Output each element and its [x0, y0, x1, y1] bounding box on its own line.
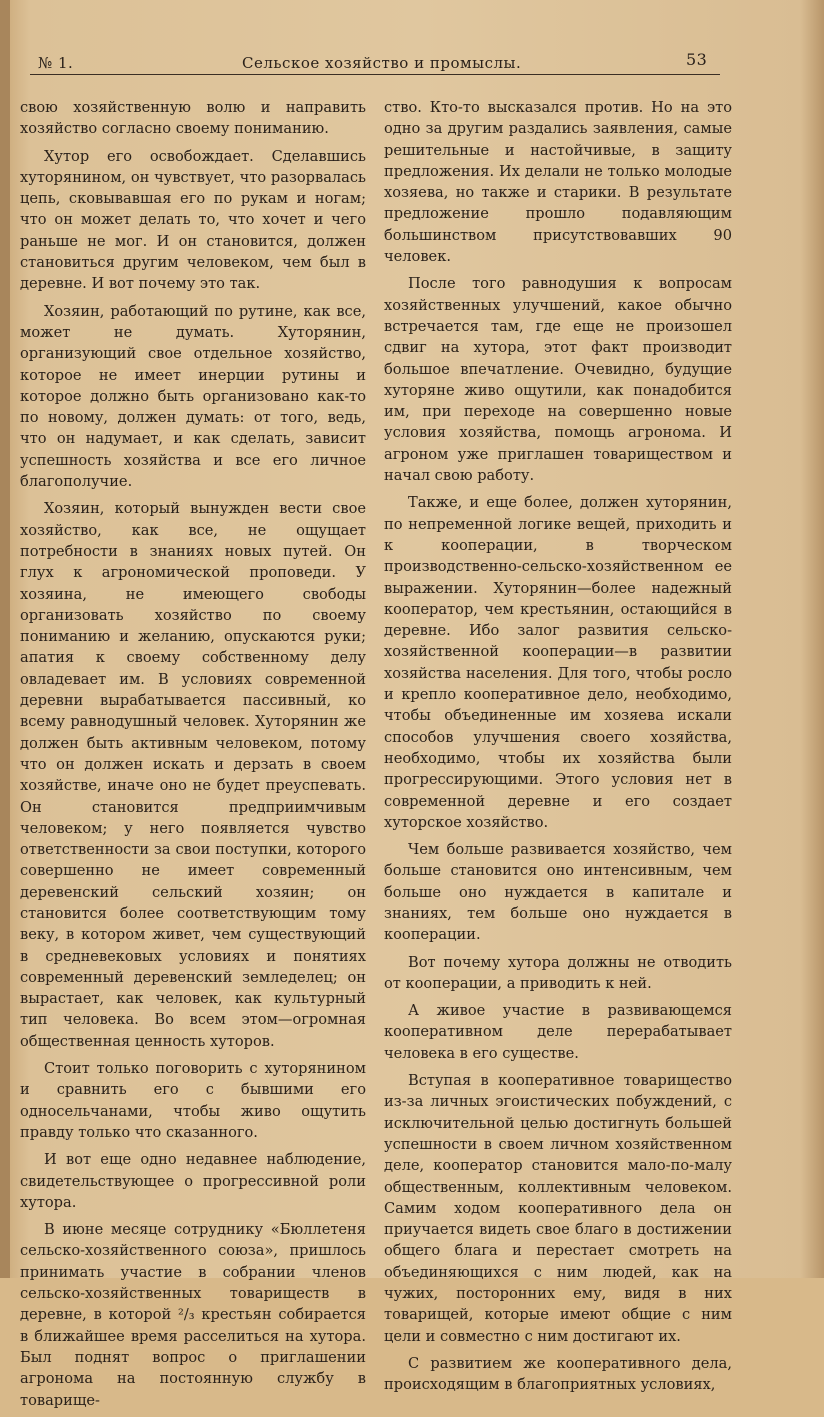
paragraph: Вступая в кооперативное товарищество из-за личных эгоистических побуждений, с исключительной целью достигнуть большей успешности в своем личном хозяйственном деле, кооператор становится мало-по-малу общественным, коллективным человеком. Самим ходом кооперативного дела он приучается видеть свое благо в достижении общего блага и перестает смотреть на объединяющихся с ним людей, как на чужих, посторонних ему, видя в них товарищей, которые имеют общие с ним цели и совместно с ним достигают их. — [384, 1072, 732, 1345]
paragraph: Хозяин, работающий по рутине, как все, может не думать. Хуторянин, организующий свое отдельное хозяйство, которое не имеет инерции рутины и которое должно быть организовано как-то по новому, должен думать: от того, ведь, что он надумает, и как сделать, зависит успешность хозяйства и все его личное благополучие. — [20, 302, 366, 491]
page-number: 53 — [686, 50, 708, 69]
paragraph: И вот еще одно недавнее наблюдение, свидетельствующее о прогрессивной роли хутора. — [20, 1151, 366, 1211]
paragraph: Чем больше развивается хозяйство, чем больше становится оно интенсивным, чем больше оно нуждается в капитале и знаниях, тем больше оно нуждается в кооперации. — [384, 841, 732, 944]
paragraph: А живое участие в развивающемся кооперативном деле перерабатывает человека в его существе. — [384, 1002, 732, 1062]
paragraph: Стоит только поговорить с хуторянином и сравнить его с бывшими его односельчанами, чтобы живо ощутить правду только что сказанного. — [20, 1060, 366, 1141]
right-column — [384, 97, 732, 1402]
journal-title: Сельское хозяйство и промыслы. — [242, 54, 522, 72]
left-column — [20, 97, 366, 1417]
paragraph: В июне месяце сотруднику «Бюллетеня сельско-хозяйственного союза», пришлось принимать участие в собрании членов сельско-хозяйственных товариществ в деревне, в которой ²/₃ крестьян собирается в ближайшее время расселиться на хутора. Был поднят вопрос о приглашении агронома на постоянную службу в товарище- — [20, 1221, 366, 1409]
header-rule — [30, 74, 720, 75]
running-header — [30, 50, 730, 74]
paragraph: Хозяин, который вынужден вести свое хозяйство, как все, не ощущает потребности в знаниях новых путей. Он глух к агрономической проповеди. У хозяина, не имеющего свободы организовать хозяйство по своему пониманию и желанию, опускаются руки; апатия к своему собственному делу овладевает им. В условиях современной деревни вырабатывается пассивный, ко всему равнодушный человек. Хуторянин же должен быть активным человеком, потому что он должен искать и дерзать в своем хозяйстве, иначе оно не будет преуспевать. Он становится предприимчивым человеком; у него появляется чувство ответственности за свои поступки, которого совершенно не имеет современный деревенский сельский хозяин; он становится более соответствующим тому веку, в котором живет, чем существующий в средневековых условиях и понятиях современный деревенский земледелец; он вырастает, как человек, как культурный тип человека. Во всем этом—огромная общественная ценность хуторов. — [20, 500, 366, 1050]
paragraph: С развитием же кооперативного дела, происходящим в благоприятных условиях, — [384, 1354, 732, 1394]
paragraph: свою хозяйственную волю и направить хозяйство согласно своему пониманию. — [20, 99, 366, 138]
issue-number: № 1. — [38, 54, 74, 72]
paragraph: После того равнодушия к вопросам хозяйственных улучшений, какое обычно встречается там, где еще не произошел сдвиг на хутора, этот факт производит большое впечатление. Очевидно, будущие хуторяне живо ощутили, как понадобится им, при переходе на совершенно новые условия хозяйства, помощь агронома. И агроном уже приглашен товариществом и начал свою работу. — [384, 275, 732, 485]
page-spine — [0, 0, 10, 1278]
paragraph: ство. Кто-то высказался против. Но на это одно за другим раздались заявления, самые решительные и настойчивые, в защиту предложения. Их делали не только молодые хозяева, но также и старики. В результате предложение прошло подавляющим большинством присутствовавших 90 человек. — [384, 99, 732, 266]
paragraph: Хутор его освобождает. Сделавшись хуторянином, он чувствует, что разорвалась цепь, сковывавшая его по рукам и ногам; что он может делать то, что хочет и чего раньше не мог. И он становится, должен становиться другим человеком, чем был в деревне. И вот почему это так. — [20, 147, 366, 293]
paragraph: Также, и еще более, должен хуторянин, по непременной логике вещей, приходить и к кооперации, в творческом производственно-сельско-хозяйственном ее выражении. Хуторянин—более надежный кооператор, чем крестьянин, остающийся в деревне. Ибо залог развития сельско-хозяйственной кооперации—в развитии хозяйства населения. Для того, чтобы росло и крепло кооперативное дело, необходимо, чтобы объединенные им хозяева искали способов улучшения своего хозяйства, необходимо, чтобы их хозяйства были прогрессирующими. Этого условия нет в современной деревне и его создает хуторское хозяйство. — [384, 494, 732, 831]
paragraph: Вот почему хутора должны не отводить от кооперации, а приводить к ней. — [384, 953, 732, 992]
